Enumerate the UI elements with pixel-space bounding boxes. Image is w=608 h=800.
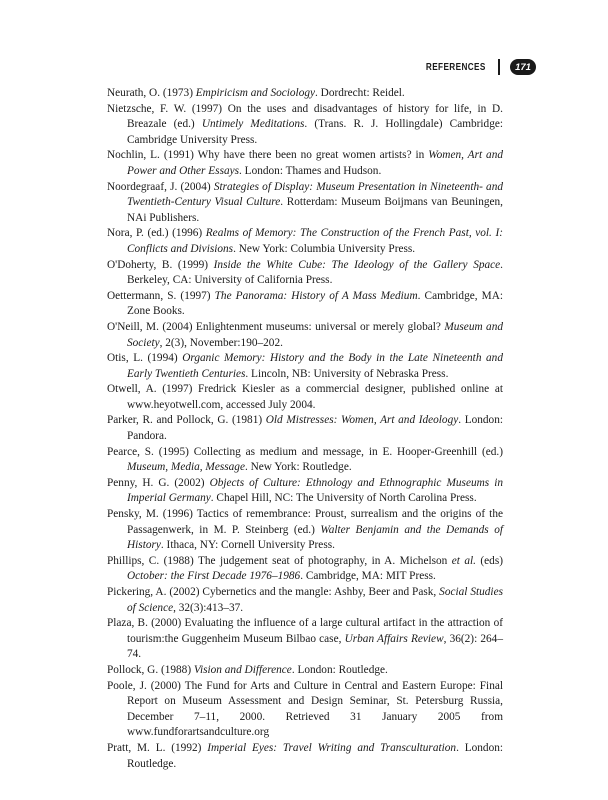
reference-text: Nochlin, L. (1991) Why have there been no great women artists? in	[107, 149, 429, 162]
reference-text: . London: Routledge.	[127, 741, 504, 770]
reference-entry	[107, 258, 503, 289]
reference-text: Otis, L. (1994)	[107, 352, 183, 365]
reference-text: O'Doherty, B. (1999)	[107, 258, 214, 271]
header-divider	[498, 59, 500, 75]
reference-text: Otwell, A. (1997) Fredrick Kiesler as a commercial designer, published online at www.heyotwell.com, accessed July 2004.	[107, 383, 503, 411]
section-title: REFERENCES	[426, 61, 486, 73]
reference-text: . London: Routledge.	[291, 663, 388, 676]
reference-text: . Chapel Hill, NC: The University of North Carolina Press.	[210, 492, 477, 505]
reference-text: Phillips, C. (1988) The judgement seat of photography, in A. Michelson	[107, 554, 452, 567]
reference-entry	[107, 413, 503, 444]
reference-text: . Ithaca, NY: Cornell University Press.	[160, 539, 335, 552]
reference-text: . Berkeley, CA: University of California Press.	[127, 258, 503, 287]
reference-title: Objects of Culture: Ethnology and Ethnographic Museums in Imperial Germany	[127, 476, 503, 505]
reference-entry	[107, 741, 503, 772]
reference-text: . Cambridge, MA: Zone Books.	[127, 289, 503, 318]
reference-text: , 2(3), November:190–202.	[159, 336, 283, 349]
reference-text: Noordegraaf, J. (2004)	[107, 180, 214, 193]
reference-title: The Panorama: History of A Mass Medium	[214, 289, 418, 302]
reference-title: Museum, Media, Message	[127, 461, 245, 474]
reference-entry	[107, 663, 503, 679]
reference-entry	[107, 507, 503, 554]
reference-text: Pearce, S. (1995) Collecting as medium and message, in E. Hooper-Greenhill (ed.)	[107, 445, 503, 458]
reference-entry	[107, 554, 503, 585]
reference-entry	[107, 382, 503, 413]
reference-title: Social Studies of Science	[127, 586, 503, 614]
reference-text: Nora, P. (ed.) (1996)	[107, 227, 206, 240]
reference-text: Pensky, M. (1996) Tactics of remembrance: Proust, surrealism and the origins of the Passagenwerk, in M. P. Steinberg (ed.)	[107, 508, 503, 536]
reference-text: . (Trans. R. J. Hollingdale) Cambridge: Cambridge University Press.	[127, 118, 503, 146]
reference-text: O'Neill, M. (2004) Enlightenment museums: universal or merely global?	[107, 320, 445, 333]
reference-text: Pickering, A. (2002) Cybernetics and the mangle: Ashby, Beer and Pask,	[107, 586, 440, 598]
running-head	[409, 59, 536, 75]
reference-title: Old Mistresses: Women, Art and Ideology	[265, 414, 459, 427]
reference-entry	[107, 351, 503, 382]
reference-title: Women, Art and Power and Other Essays	[127, 149, 503, 177]
reference-text: Penny, H. G. (2002)	[107, 476, 210, 489]
reference-text: , 36(2): 264–74.	[127, 632, 503, 661]
reference-text: . London: Pandora.	[127, 414, 503, 443]
reference-title: Empiricism and Sociology	[195, 87, 316, 99]
reference-title: Museum and Society	[127, 320, 504, 349]
reference-entry	[107, 226, 503, 257]
reference-entry	[107, 585, 503, 616]
reference-entry	[107, 616, 503, 663]
reference-text: . London: Thames and Hudson.	[239, 164, 382, 177]
reference-title: October: the First Decade 1976–1986	[127, 570, 301, 583]
reference-text: . Rotterdam: Museum Boijmans van Beuningen, NAi Publishers.	[127, 196, 503, 224]
reference-title: Walter Benjamin and the Demands of History	[127, 523, 503, 552]
reference-title: Realms of Memory: The Construction of the French Past, vol. I: Conflicts and Divisions	[127, 227, 503, 255]
reference-entry	[107, 476, 503, 507]
reference-title: Untimely Meditations	[201, 118, 305, 131]
reference-text: Poole, J. (2000) The Fund for Arts and Culture in Central and Eastern Europe: Final Report on Museum Assessment and Design Seminar, St. Petersburg Russia, December 7–11, 2000. Retrieved 31 January 2005 from www.fundforartsandculture.org	[107, 679, 503, 739]
page-number: 171	[510, 59, 536, 75]
reference-text: Neurath, O. (1973)	[107, 87, 196, 99]
reference-text: Nietzsche, F. W. (1997) On the uses and disadvantages of history for life, in D. Breazale (ed.)	[107, 102, 503, 131]
reference-text: . New York: Columbia University Press.	[233, 242, 416, 255]
reference-title: Organic Memory: History and the Body in the Late Nineteenth and Early Twentieth Centuries	[127, 352, 503, 380]
reference-text: Plaza, B. (2000) Evaluating the influence of a large cultural artifact in the attraction of tourism:the Guggenheim Museum Bilbao case,	[107, 617, 503, 645]
reference-text: Pollock, G. (1988)	[107, 663, 194, 676]
reference-entry	[107, 102, 503, 149]
reference-list	[107, 86, 503, 772]
reference-title: Urban Affairs Review	[344, 632, 444, 645]
reference-entry	[107, 679, 503, 741]
reference-text: Parker, R. and Pollock, G. (1981)	[107, 414, 266, 427]
reference-text: , 32(3):413–37.	[173, 601, 244, 614]
reference-text: . Dordrecht: Reidel.	[315, 87, 405, 99]
reference-text: . New York: Routledge.	[244, 461, 352, 474]
reference-text: (eds)	[475, 554, 503, 567]
reference-entry	[107, 180, 503, 227]
reference-text: Pratt, M. L. (1992)	[107, 741, 208, 754]
reference-title: Inside the White Cube: The Ideology of the Gallery Space	[213, 258, 501, 271]
reference-title: Vision and Difference	[193, 663, 292, 676]
reference-entry	[107, 445, 503, 476]
reference-text: Oettermann, S. (1997)	[107, 289, 215, 302]
reference-text: . Cambridge, MA: MIT Press.	[300, 570, 436, 583]
reference-title: et al.	[451, 554, 476, 567]
reference-entry	[107, 320, 503, 351]
reference-title: Imperial Eyes: Travel Writing and Transculturation	[207, 741, 457, 754]
reference-entry	[107, 148, 503, 179]
reference-text: . Lincoln, NB: University of Nebraska Press.	[245, 367, 449, 380]
reference-title: Strategies of Display: Museum Presentation in Nineteenth- and Twentieth-Century Visual Culture	[127, 180, 504, 209]
reference-entry	[107, 289, 503, 320]
reference-entry	[107, 86, 503, 102]
